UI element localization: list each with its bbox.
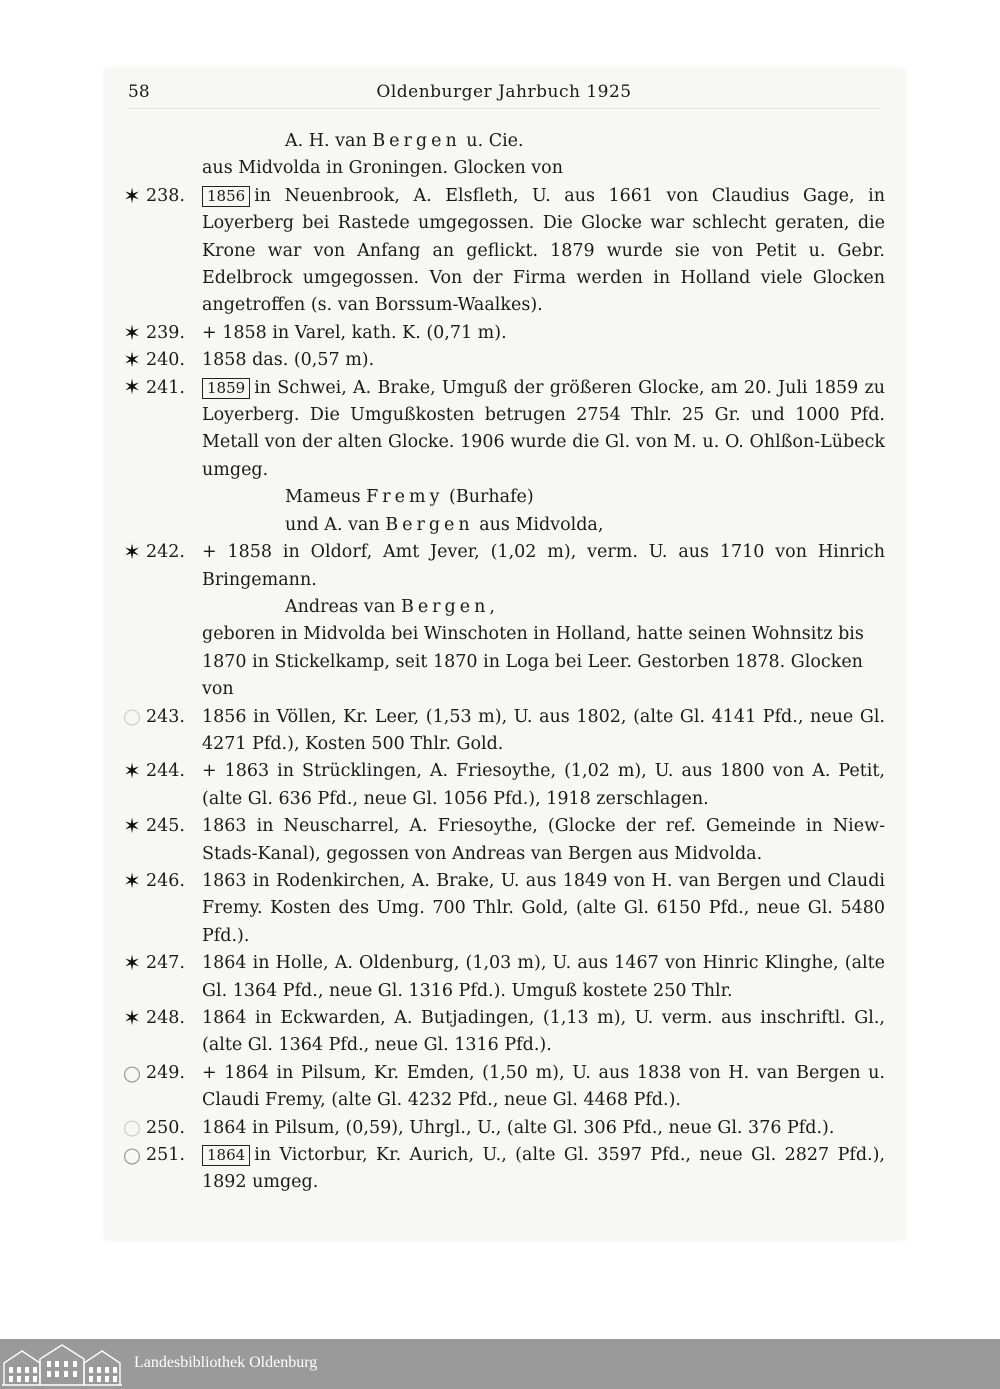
entry-text: + 1858 in Oldorf, Amt Jever, (1,02 m), verm. U. aus 1710 von Hinrich Bringemann. <box>202 542 885 590</box>
entry-text: + 1858 in Varel, kath. K. (0,71 m). <box>202 322 507 343</box>
library-building-icon <box>0 1339 124 1389</box>
year-box: 1859 <box>202 378 250 399</box>
star-icon: ✶ <box>123 950 141 975</box>
bell-entry <box>120 1005 885 1060</box>
entry-number: 246. <box>146 870 185 891</box>
circle-icon: ○ <box>122 1115 142 1140</box>
entry-text: 1863 in Rodenkirchen, A. Brake, U. aus 1849 von H. van Bergen und Claudi Fremy. Kosten des Umg. 700 Thlr. Gold, (alte Gl. 6150 Pfd., neue Gl. 5480 Pfd.). <box>202 870 885 946</box>
bell-entry <box>120 320 885 347</box>
star-icon: ✶ <box>123 539 141 564</box>
entry-number: 243. <box>146 706 185 727</box>
entry-number: 249. <box>146 1062 185 1083</box>
star-icon: ✶ <box>123 183 141 208</box>
entry-number: 242. <box>146 542 185 563</box>
entry-text: 1856 in Völlen, Kr. Leer, (1,53 m), U. aus 1802, (alte Gl. 4141 Pfd., neue Gl. 4271 Pfd.), Kosten 500 Thlr. Gold. <box>202 706 885 754</box>
entry-text: 1864 in Victorbur, Kr. Aurich, U., (alte Gl. 3597 Pfd., neue Gl. 2827 Pfd.), 1892 umgeg. <box>202 1145 885 1193</box>
journal-title: Oldenburger Jahrbuch 1925 <box>376 82 632 102</box>
bell-entry <box>120 1115 885 1142</box>
entry-text: 1864 in Holle, A. Oldenburg, (1,03 m), U. aus 1467 von Hinric Klinghe, (alte Gl. 1364 Pfd., neue Gl. 1316 Pfd.). Umguß kostete 250 Thlr. <box>202 953 885 1001</box>
entry-text: 1858 das. (0,57 m). <box>202 350 375 371</box>
entry-number: 245. <box>146 816 185 837</box>
entry-text: 1859 in Schwei, A. Brake, Umguß der größeren Glocke, am 20. Juli 1859 zu Loyerberg. Die Umgußkosten betrugen 2754 Thlr. 25 Gr. und 1000 Pfd. Metall von der alten Glocke. 1906 wurde die Gl. von M. u. O. Ohlßon-Lübeck umgeg. <box>202 377 885 480</box>
bell-entry <box>120 758 885 813</box>
star-icon: ✶ <box>123 868 141 893</box>
running-head <box>128 82 880 109</box>
entry-list <box>120 183 885 484</box>
section-intro: geboren in Midvolda bei Winschoten in Holland, hatte seinen Wohnsitz bis 1870 in Stickelkamp, seit 1870 in Loga bei Leer. Gestorben 1878. Glocken von <box>202 624 864 700</box>
entry-number: 241. <box>146 377 185 398</box>
entry-number: 244. <box>146 761 185 782</box>
section-heading-fremy: Mameus Fremy (Burhafe) <box>285 487 534 508</box>
entry-number: 248. <box>146 1008 185 1028</box>
entry-number: 238. <box>146 185 185 206</box>
bell-entry <box>120 539 885 594</box>
bell-entry <box>120 704 885 759</box>
entry-number: 239. <box>146 322 185 343</box>
bell-entry <box>120 347 885 374</box>
entry-number: 250. <box>146 1117 185 1138</box>
star-icon: ✶ <box>123 1005 141 1030</box>
bell-entry <box>120 1060 885 1115</box>
entry-number: 247. <box>146 953 185 974</box>
bell-entry <box>120 813 885 868</box>
bell-entry <box>120 868 885 950</box>
bell-entry <box>120 1142 885 1197</box>
entry-text: + 1863 in Strücklingen, A. Friesoythe, (1,02 m), U. aus 1800 von A. Petit, (alte Gl. 636 Pfd., neue Gl. 1056 Pfd.), 1918 zerschlagen. <box>202 761 885 809</box>
entry-list <box>120 539 885 594</box>
section-heading-bergen-cie: A. H. van Bergen u. Cie. <box>285 131 524 151</box>
library-name[interactable]: Landesbibliothek Oldenburg <box>134 1354 318 1371</box>
bell-entry <box>120 183 885 320</box>
entry-number: 240. <box>146 350 185 371</box>
entry-list <box>120 704 885 1197</box>
footer-bar <box>0 1339 1000 1389</box>
entry-number: 251. <box>146 1145 185 1166</box>
circle-icon: ○ <box>122 1060 142 1085</box>
entry-text: + 1864 in Pilsum, Kr. Emden, (1,50 m), U. aus 1838 von H. van Bergen u. Claudi Fremy, (alte Gl. 4232 Pfd., neue Gl. 4468 Pfd.). <box>202 1062 885 1111</box>
year-box: 1856 <box>202 186 250 207</box>
section-heading-fremy-line2: und A. van Bergen aus Midvolda, <box>285 514 604 535</box>
star-icon: ✶ <box>123 348 141 373</box>
bell-entry <box>120 375 885 485</box>
circle-icon: ○ <box>122 704 142 729</box>
entry-text: 1863 in Neuscharrel, A. Friesoythe, (Glocke der ref. Gemeinde in Niew-Stads-Kanal), gegossen von Andreas van Bergen aus Midvolda. <box>202 816 885 864</box>
year-box: 1864 <box>202 1145 250 1166</box>
star-icon: ✶ <box>123 813 141 838</box>
star-icon: ✶ <box>123 320 141 345</box>
circle-icon: ○ <box>122 1142 142 1167</box>
star-icon: ✶ <box>123 375 141 400</box>
page-number: 58 <box>128 82 150 102</box>
entry-text: 1856 in Neuenbrook, A. Elsfleth, U. aus 1661 von Claudius Gage, in Loyerberg bei Rastede umgegossen. Die Glocke war schlecht geraten, die Krone war von Anfang an geflickt. 1879 wurde sie von Petit u. Gebr. Edelbrock umgegossen. Von der Firma werden in Holland viele Glocken angetroffen (s. van Borssum-Waalkes). <box>202 185 885 316</box>
section-intro: aus Midvolda in Groningen. Glocken von <box>202 158 563 179</box>
star-icon: ✶ <box>123 759 141 784</box>
entry-text: 1864 in Eckwarden, A. Butjadingen, (1,13 m), U. verm. aus inschriftl. Gl., (alte Gl. 1364 Pfd., neue Gl. 1316 Pfd.). <box>202 1008 885 1056</box>
page-content <box>120 128 885 1197</box>
section-heading-andreas: Andreas van Bergen, <box>285 596 495 617</box>
bell-entry <box>120 950 885 1005</box>
entry-text: 1864 in Pilsum, (0,59), Uhrgl., U., (alte Gl. 306 Pfd., neue Gl. 376 Pfd.). <box>202 1117 835 1138</box>
